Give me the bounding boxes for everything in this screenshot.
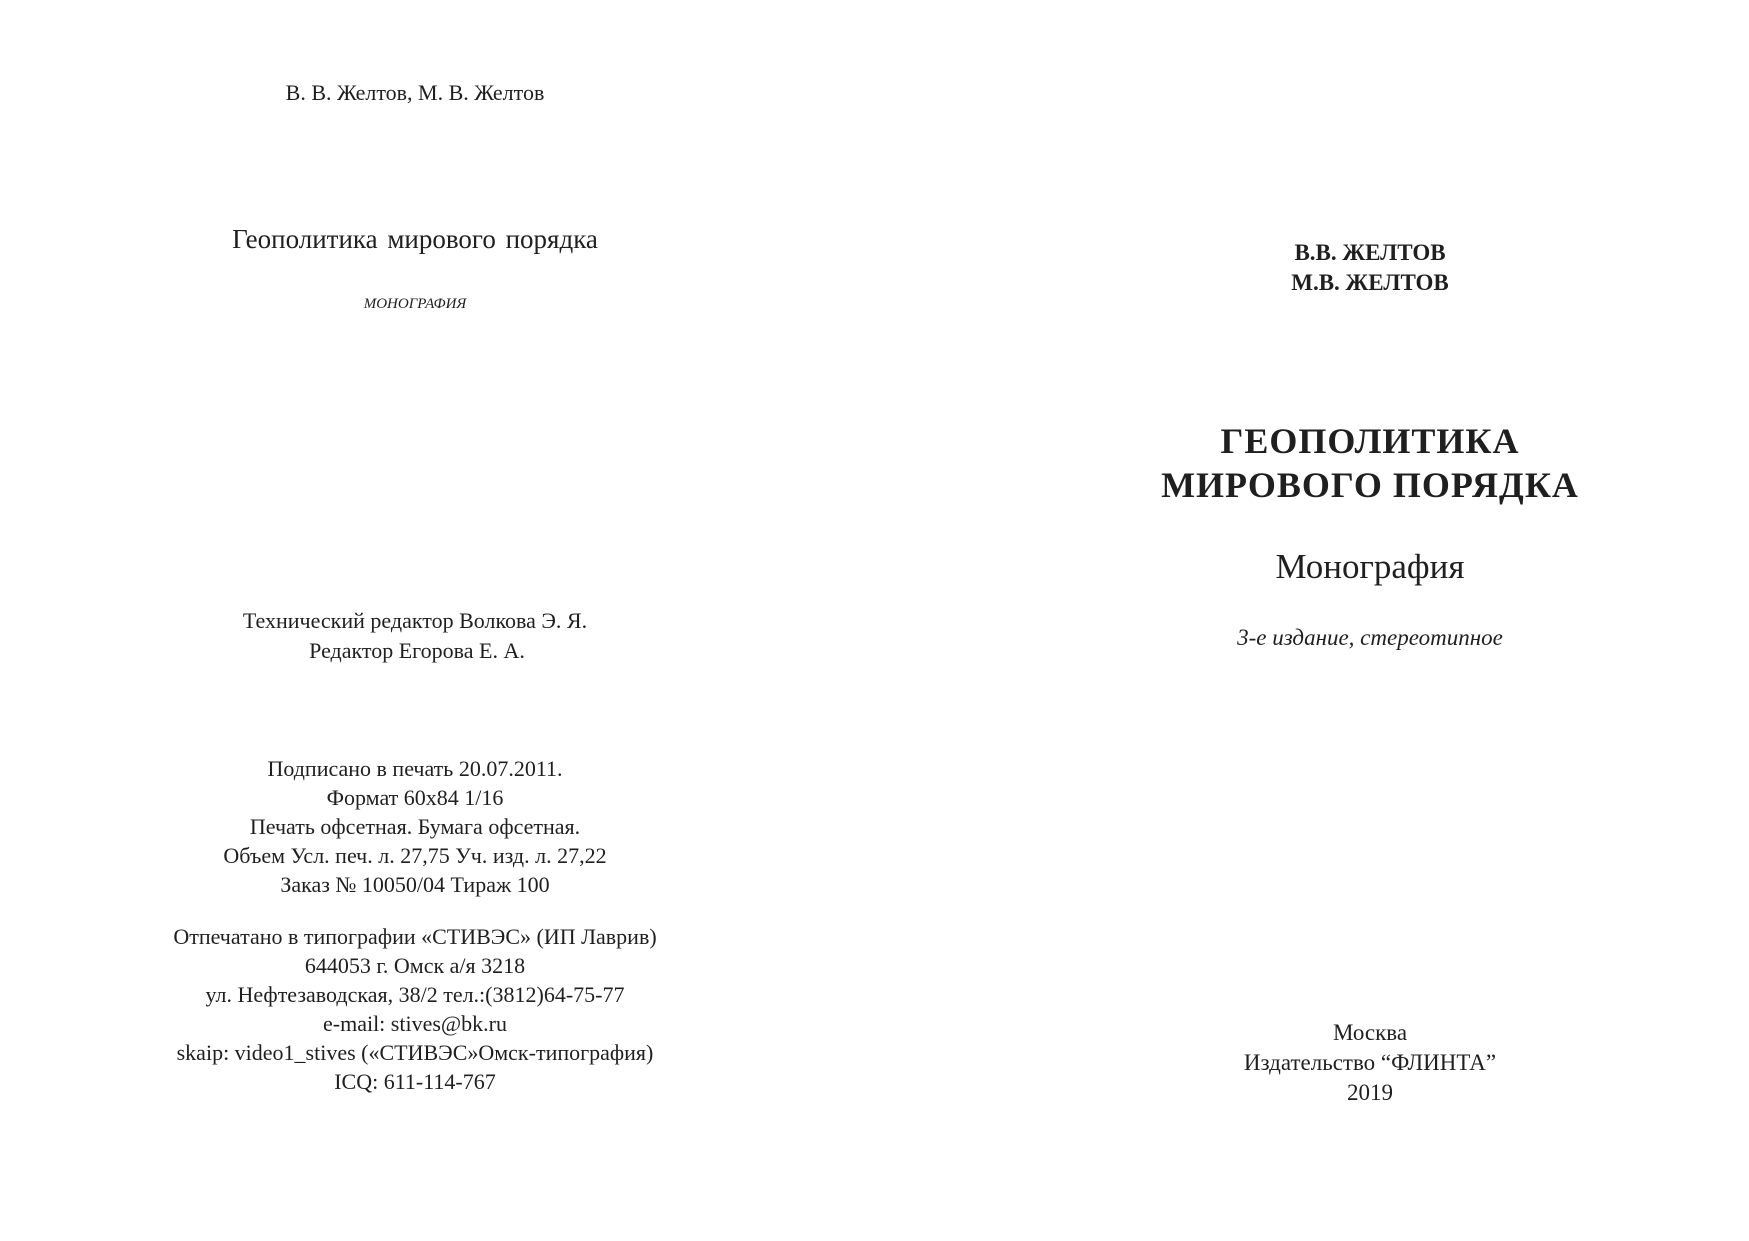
publisher-block — [1080, 1018, 1660, 1108]
imprint-signed: Подписано в печать 20.07.2011. — [267, 756, 563, 781]
editors-block — [0, 606, 830, 666]
imprint-format: Формат 60х84 1/16 — [326, 785, 504, 810]
left-authors: В. В. Желтов, М. В. Желтов — [285, 80, 545, 105]
imprint-block — [0, 754, 830, 899]
publisher-year: 2019 — [1347, 1080, 1393, 1105]
publisher-city: Москва — [1332, 1020, 1408, 1045]
printer-block — [0, 922, 830, 1096]
printer-postal: 644053 г. Омск а/я 3218 — [304, 953, 526, 978]
editor: Редактор Егорова Е. А. — [309, 638, 525, 663]
title-line-1: ГЕОПОЛИТИКА — [1220, 421, 1520, 461]
author-2: М.В. ЖЕЛТОВ — [1291, 270, 1449, 295]
printer-address: ул. Нефтезаводская, 38/2 тел.:(3812)64-75-77 — [205, 982, 625, 1007]
right-genre: Монография — [1275, 547, 1465, 586]
title-line-2: МИРОВОГО ПОРЯДКА — [1161, 465, 1579, 505]
printer-skype: skaip: video1_stives («СТИВЭС»Омск-типография) — [176, 1040, 654, 1065]
right-page — [1080, 0, 1660, 1241]
publisher-name: Издательство “ФЛИНТА” — [1243, 1050, 1497, 1075]
left-genre: МОНОГРАФИЯ — [363, 296, 467, 312]
technical-editor: Технический редактор Волкова Э. Я. — [242, 608, 588, 633]
author-1: В.В. ЖЕЛТОВ — [1294, 240, 1446, 265]
printer-email: e-mail: stives@bk.ru — [322, 1011, 507, 1036]
imprint-order: Заказ № 10050/04 Тираж 100 — [280, 872, 550, 897]
edition-note: 3-е издание, стереотипное — [1237, 625, 1503, 650]
right-authors — [1080, 238, 1660, 298]
right-title — [1080, 419, 1660, 507]
imprint-print: Печать офсетная. Бумага офсетная. — [249, 814, 581, 839]
printer-icq: ICQ: 611-114-767 — [334, 1069, 496, 1094]
printer-name: Отпечатано в типографии «СТИВЭС» (ИП Лаврив) — [173, 924, 657, 949]
left-page — [0, 0, 830, 1241]
imprint-volume: Объем Усл. печ. л. 27,75 Уч. изд. л. 27,22 — [223, 843, 607, 868]
left-title: Геополитика мирового порядка — [232, 224, 598, 254]
